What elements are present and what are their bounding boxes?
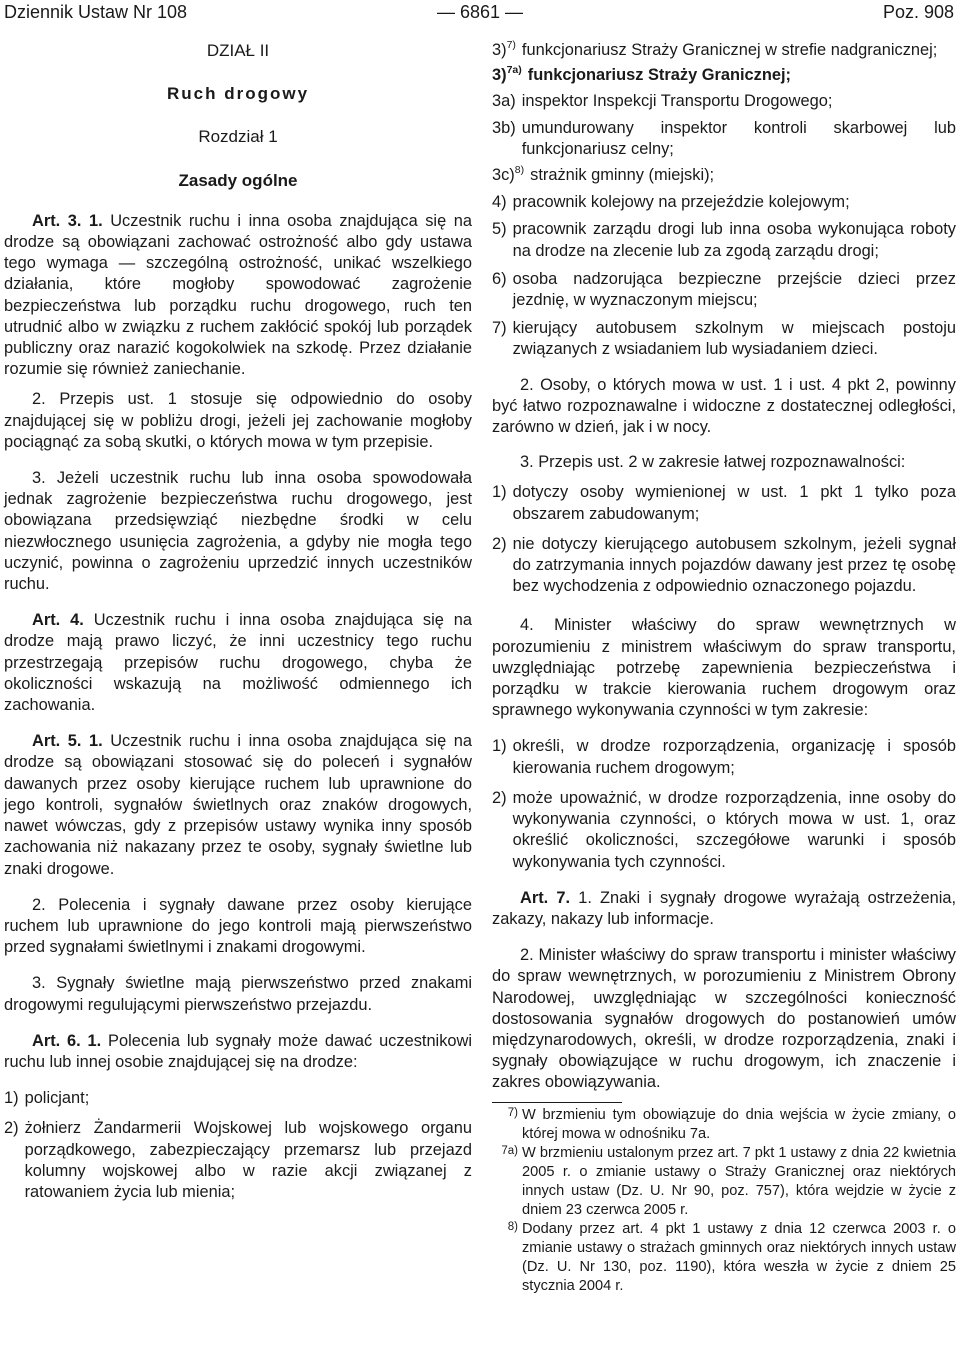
- chapter-title: Zasady ogólne: [178, 170, 298, 190]
- footnote: 7a) W brzmieniu ustalonym przez art. 7 pkt 1 ustawy z dnia 22 kwietnia 2005 r. o zmianie ustawy o Straży Granicznej oraz niektórych innych ustaw (Dz. U. Nr 90, poz. 757), która wejdzie w życie z dniem 23 czerwca 2005 r.: [501, 1144, 956, 1218]
- list-item: 3a) inspektor Inspekcji Transportu Drogowego;: [492, 92, 833, 111]
- position-number: Poz. 908: [882, 2, 954, 22]
- art7-paragraph-1: Art. 7. 1. Znaki i sygnały drogowe wyrażają ostrzeżenia, zakazy, nakazy lub informacje.: [492, 888, 957, 928]
- list-item: 1) określi, w drodze rozporządzenia, organizację i sposób kierowania ruchem drogowym;: [492, 737, 956, 777]
- footnote-divider: [492, 1102, 622, 1103]
- list-item: 1) dotyczy osoby wymienionej w ust. 1 pkt 1 tylko poza obszarem zabudowanym;: [492, 483, 956, 523]
- left-column: [4, 40, 472, 1203]
- art6-paragraph-1: Art. 6. 1. Polecenia lub sygnały może dawać uczestnikowi ruchu lub innej osobie znajdującej się na drodze:: [4, 1031, 472, 1071]
- list-item: 2) może upoważnić, w drodze rozporządzenia, inne osoby do wykonywania czynności, o których mowa w ust. 1, oraz określić okoliczności, szczegółowe warunki i sposób wykonywania tych czynności.: [492, 788, 956, 871]
- division-title: Ruch drogowy: [166, 84, 310, 104]
- list-item: 7) kierujący autobusem szkolnym w miejscach postoju związanych z wsiadaniem lub wysiadaniem dzieci.: [492, 319, 956, 359]
- list-item: 1) policjant;: [4, 1089, 90, 1108]
- list-item: 2) nie dotyczy kierującego autobusem szkolnym, jeżeli sygnał do zatrzymania innych pojazdów dawany jest przez tę osobę bez wychodzenia z odpowiednio oznaczonego pojazdu.: [492, 534, 956, 596]
- footnote: 8) Dodany przez art. 4 pkt 1 ustawy z dnia 12 czerwca 2003 r. o zmianie ustawy o strażach gminnych oraz niektórych innych ustaw (Dz. U. Nr 130, poz. 1190), która weszła w życie z dniem 25 stycznia 2004 r.: [507, 1220, 956, 1294]
- journal-title: Dziennik Ustaw Nr 108: [4, 2, 188, 22]
- art4-paragraph: Art. 4. Uczestnik ruchu i inna osoba znajdująca się na drodze mają prawo liczyć, że inni uczestnicy tego ruchu przestrzegają przepisów ruchu drogowego, chyba że okoliczności wskazują na możliwość odmiennego ich zachowania.: [4, 611, 472, 715]
- page-number: — 6861 —: [436, 2, 524, 22]
- art5-paragraph-2: 2. Polecenia i sygnały dawane przez osoby kierujące ruchem lub uprawnione do jego kontroli mają pierwszeństwo przed sygnałami świetlnymi i znakami drogowymi.: [4, 895, 472, 957]
- list-item: 3b) umundurowany inspektor kontroli skarbowej lub funkcjonariusz celny;: [492, 118, 956, 158]
- division-heading: DZIAŁ II: [206, 41, 270, 60]
- art3-paragraph-2: 2. Przepis ust. 1 stosuje się odpowiednio do osoby znajdującej się w pobliżu drogi, jeżeli jej zachowanie mogłoby pociągnąć za sobą skutki, o których mowa w tym przepisie.: [4, 390, 472, 451]
- art6-paragraph-4: 4. Minister właściwy do spraw wewnętrznych w porozumieniu z ministrem właściwym do spraw transportu, uwzględniając potrzebę zapewnienia bezpieczeństwa i porządku w trakcie kierowania ruchem drogowym oraz sprawnego wykonywania czynności w tym zakresie:: [492, 616, 956, 720]
- art6-label: Art. 6. 1.: [32, 1031, 102, 1050]
- list-item: 3)$^{7)}$ funkcjonariusz Straży Granicznej w strefie nadgranicznej;: [492, 38, 938, 59]
- page-header: [0, 0, 960, 24]
- list-item: 3)$^{7a)}$ funkcjonariusz Straży Granicznej;: [492, 63, 791, 85]
- list-item: 2) żołnierz Żandarmerii Wojskowej lub wojskowego organu porządkowego, zabezpieczający przemarsz lub przejazd kolumny wojskowej albo w razie akcji związanej z ratowaniem życia lub mienia;: [4, 1119, 472, 1201]
- right-column: [492, 40, 956, 1296]
- art6-paragraph-3: 3. Przepis ust. 2 w zakresie łatwej rozpoznawalności:: [520, 453, 906, 472]
- art5-paragraph-1: Art. 5. 1. Uczestnik ruchu i inna osoba znajdująca się na drodze są obowiązani stosować się do poleceń i sygnałów dawanych przez osoby kierujące ruchem lub uprawnione do jego kontroli, sygnałów świetlnych oraz znaków drogowych, nawet wówczas, gdy z przepisów ustawy wynika inny sposób zachowania niż nakazany przez te osoby, sygnały świetlne lub znaki drogowe.: [4, 732, 472, 878]
- art7-paragraph-2: 2. Minister właściwy do spraw transportu i minister właściwy do spraw wewnętrznych, w porozumieniu z Ministrem Obrony Narodowej, uwzględniając w szczególności konieczność dostosowania sygnałów drogowych do postanowień umów międzynarodowych, określi, w drodze rozporządzenia, znaki i sygnały obowiązujące w ruchu drogowym, ich znaczenie i zakres obowiązywania.: [492, 946, 956, 1092]
- art6-paragraph-2: 2. Osoby, o których mowa w ust. 1 i ust. 4 pkt 2, powinny być łatwo rozpoznawalne i widoczne z dostatecznej odległości, zarówno w dzień, jak i w nocy.: [492, 375, 956, 437]
- footnote: 7) W brzmieniu tym obowiązuje do dnia wejścia w życie zmiany, o której mowa w odnośniku 7a.: [507, 1106, 956, 1142]
- chapter-heading: Rozdział 1: [198, 127, 278, 147]
- art5-label: Art. 5. 1.: [32, 732, 103, 751]
- list-item: 3c)$^{8)}$ strażnik gminny (miejski);: [492, 163, 715, 185]
- art4-label: Art. 4.: [32, 611, 84, 630]
- art5-paragraph-3: 3. Sygnały świetlne mają pierwszeństwo przed znakami drogowymi regulującymi pierwszeństwo przejazdu.: [4, 974, 472, 1014]
- art7-label: Art. 7.: [520, 888, 571, 907]
- list-item: 5) pracownik zarządu drogi lub inna osoba wykonująca roboty na drodze na zlecenie lub za zgodą zarządu drogi;: [492, 220, 956, 260]
- list-item: 4) pracownik kolejowy na przejeździe kolejowym;: [492, 193, 850, 212]
- art3-label: Art. 3. 1.: [32, 211, 103, 230]
- art3-paragraph-1: Art. 3. 1. Uczestnik ruchu i inna osoba znajdująca się na drodze są obowiązani zachować ostrożność albo gdy ustawa tego wymaga — szczególną ostrożność, unikać wszelkiego działania, które mogłoby spowodować zagrożenie bezpieczeństwa lub porządku ruchu drogowego, ruch ten utrudnić albo w związku z ruchem zakłócić spokój lub porządek publiczny oraz narazić kogokolwiek na szkodę. Przez działanie rozumie się również zaniechanie.: [4, 211, 472, 379]
- art3-paragraph-3: 3. Jeżeli uczestnik ruchu lub inna osoba spowodowała jednak zagrożenie bezpieczeństwa ruchu drogowego, jest obowiązana przedsięwziąć niezbędne środki w celu niezwłocznego usunięcia zagrożenia, a gdyby nie mogła tego uczynić, powinna o zagrożeniu uprzedzić innych uczestników ruchu.: [4, 469, 472, 594]
- list-item: 6) osoba nadzorująca bezpieczne przejście dzieci przez jezdnię, w wyznaczonym miejscu;: [492, 269, 956, 310]
